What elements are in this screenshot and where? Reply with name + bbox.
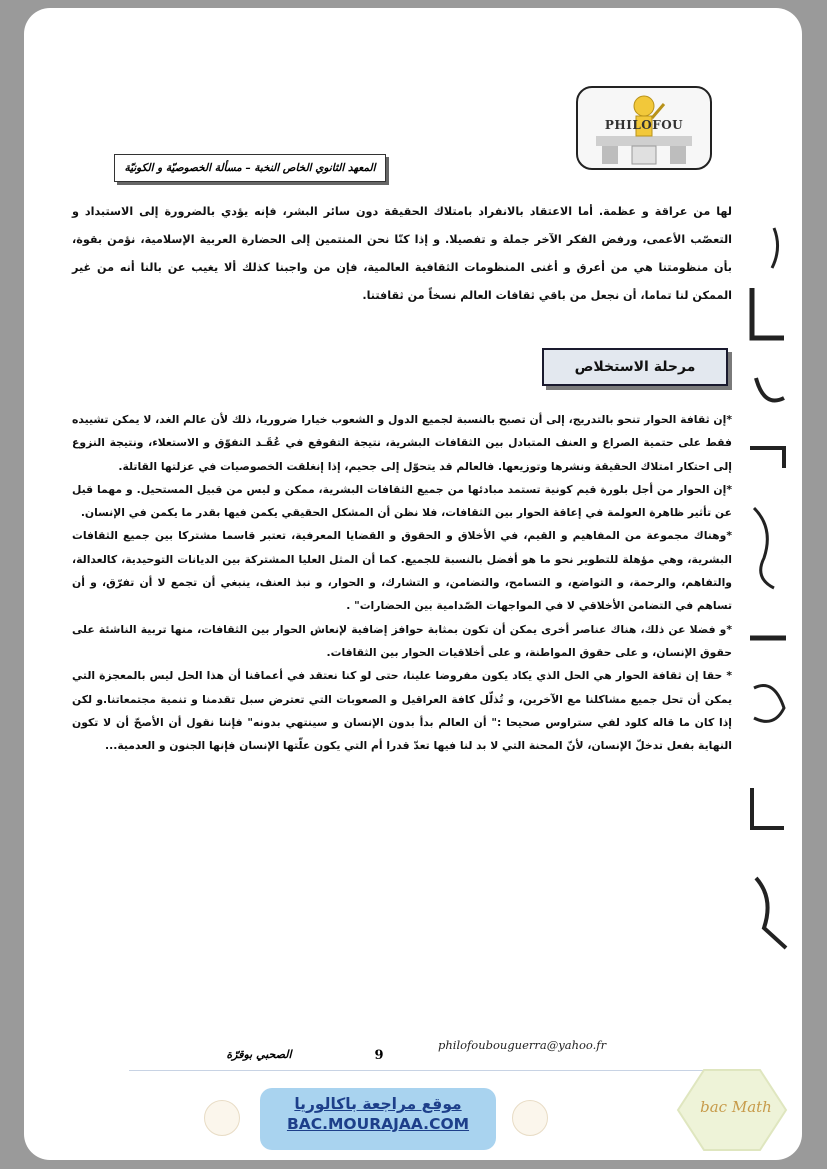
footer-divider [129, 1070, 709, 1071]
paragraph-1: *إن ثقافة الحوار تنحو بالتدريج، إلى أن تصبح بالنسبة لجميع الدول و الشعوب خيارا ضروريا، ذلك لأن عالم الغد، لا يمكن تشييده فقط على حتمية الصراع و العنف المتبادل بين الثقافات البشرية، نتيجة التقوقع في عُقَـد التفوّق و الاستعلاء، ونتيجة النزوع إلى احتكار امتلاك الحقيقة ونشرها وتوزيعها. فالعالم قد يتحوّل إلى جحيم، إذا إنغلقت الخصوصيات في عزلتها القاتلة. [72, 413, 732, 473]
document-page [24, 8, 802, 1160]
decorative-arabic-calligraphy [744, 208, 792, 968]
site-banner-link[interactable] [260, 1088, 496, 1150]
footer-email: philofoubouguerra@yahoo.fr [438, 1038, 607, 1052]
philofou-logo [576, 86, 712, 170]
section-heading: مرحلة الاستخلاص [542, 348, 728, 386]
bac-math-badge-text: bac Math [700, 1098, 772, 1116]
intro-text: لها من عراقة و عظمة. أما الاعتقاد بالانفراد بامتلاك الحقيقة دون سائر البشر، فإنه يؤدي بالضرورة إلى الاستبداد و التعصّب الأعمى، ورفض الفكر الآخر جملة و تفصيلا. و إذا كنّا نحن المنتمين إلى الحضارة العربية الإسلامية، نؤمن بقوة، بأن منظومتنا هي من أعرق و أغنى المنظومات الثقافية العالمية، فإن من واجبنا كذلك ألا يغيب عن بالنا أنه من غير الممكن لنا تماما، أن نجعل من باقي ثقافات العالم نسخاً من ثقافتنا. [72, 205, 732, 302]
book-logo-icon [204, 1100, 240, 1136]
paragraph-5: * حقا إن ثقافة الحوار هي الحل الذي يكاد يكون مفروضا علينا، حتى لو كنا نعتقد في أعماقنا أن هذا الحل ليس بالمعجزة التي يمكن أن تحل جميع مشاكلنا مع الآخرين، و تُذلّل كافة العراقيل و الصعوبات التي تعترض سبل تقدمنا و تنمية مجتمعاتنا.و لكن إذا كان ما قاله كلود لفي ستراوس صحيحا :" أن العالم بدأ بدون الإنسان و سينتهي بدونه" فإننا نقول أن الأصحّ أن لا تكون النهاية بفعل تدخلّ الإنسان، لأنّ المحنة التي لا بد لنا فيها تعدّ قدرا أم التي يكون علّتها الإنسان فإنها الجنون و العدمية... [72, 669, 732, 753]
intro-paragraph [72, 198, 732, 310]
author-name: الصحبي بوقرّة [226, 1048, 292, 1061]
page-number: 9 [374, 1048, 384, 1063]
logo-text: PHILOFOU [604, 118, 684, 132]
banner-arabic-text[interactable]: موقع مراجعة باكالوريا [294, 1095, 462, 1113]
banner-url-text[interactable]: BAC.MOURAJAA.COM [286, 1115, 470, 1133]
paragraph-4: *و فضلا عن ذلك، هناك عناصر أخرى يمكن أن تكون بمثابة حوافز إضافية لإنعاش الحوار بين الثقافات، منها تربية الناشئة على حقوق الإنسان، و على حقوق المواطنة، و على أخلاقيات الحوار بين الثقافات. [72, 622, 732, 659]
conclusion-body [72, 408, 732, 757]
paragraph-3: *وهناك مجموعة من المفاهيم و القيم، في الأخلاق و الحقوق و القضايا المعرفية، تعتبر قاسما مشتركا بين جميع الثقافات البشرية، وهي مؤهلة للتطوير نحو ما هو أفضل بالنسبة للجميع. كما أن المثل العليا المشتركة بين الديانات التوحيدية، كالعدالة، والتفاهم، والرحمة، و التواضع، و التسامح، والتضامن، و التشارك، و الحوار، و نبذ العنف، ينبغي أن تجمع لا أن تفرّق، و أن تساهم في التضامن الأخلاقي لا في المواجهات الصّدامية بين الحضارات" . [72, 529, 732, 613]
document-header-title: المعهد الثانوي الخاص النخبة – مسألة الخصوصيّة و الكونيّة [114, 154, 386, 182]
book-logo-icon [512, 1100, 548, 1136]
paragraph-2: *إن الحوار من أجل بلورة قيم كونية تستمد مبادئها من جميع الثقافات البشرية، ممكن و ليس من قبيل المستحيل. و مهما قيل عن تأثير ظاهرة العولمة في إعاقة الحوار بين الثقافات، فلا نظن أن المشكل الحقيقي يكمن فيها بقدر ما يكمن في الإنسان. [72, 482, 732, 520]
